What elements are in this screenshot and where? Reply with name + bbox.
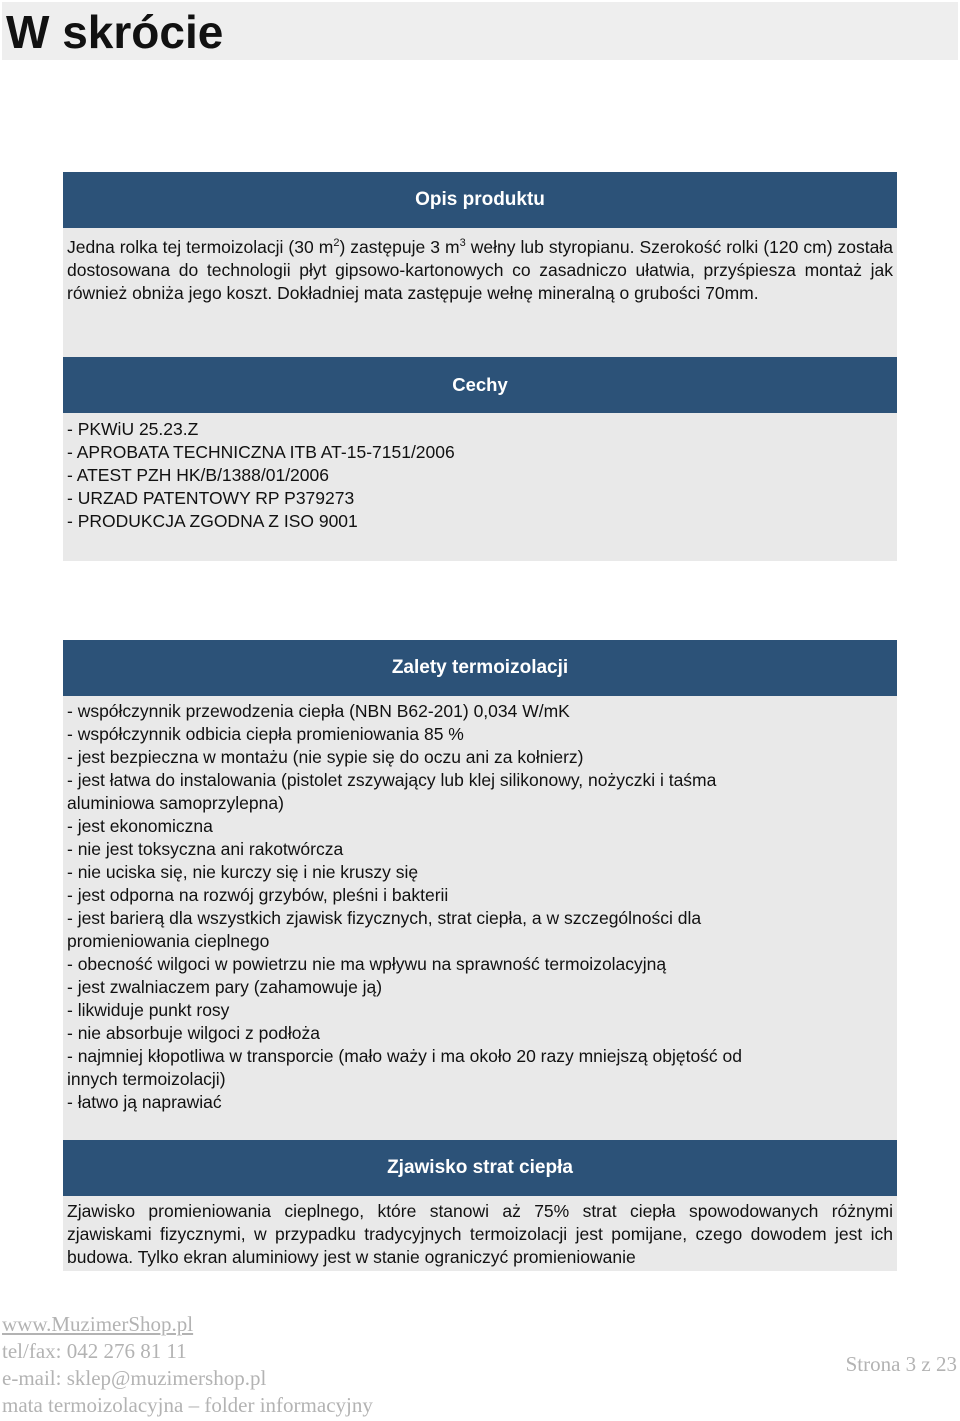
- zjawisko-text: Zjawisko promieniowania cieplnego, które stanowi aż 75% strat ciepła spowodowanych różnymi zjawiskami fizycznymi, w przypadku tradycyjnych termoizolacji jest pomijane, czego dowodem jest ich budowa. Tylko ekran aluminiowy jest w stanie ograniczyć promieniowanie: [67, 1201, 893, 1267]
- section-body-cechy: [63, 413, 897, 561]
- opis-text-1: Jedna rolka tej termoizolacji (30 m: [67, 237, 334, 257]
- footer: [2, 1311, 373, 1419]
- cechy-item: - PKWiU 25.23.Z: [67, 419, 199, 439]
- page-title: W skrócie: [6, 6, 224, 58]
- zalety-line: - nie uciska się, nie kurczy się i nie kruszy się: [67, 862, 419, 882]
- zalety-line: - obecność wilgoci w powietrzu nie ma wpływu na sprawność termoizolacyjną: [67, 954, 667, 974]
- zalety-line: - nie jest toksyczna ani rakotwórcza: [67, 839, 344, 859]
- section-cechy: [63, 357, 897, 561]
- zalety-line: - jest zwalniaczem pary (zahamowuje ją): [67, 977, 383, 997]
- zalety-line: - łatwo ją naprawiać: [67, 1092, 222, 1112]
- opis-text-2: ) zastępuje 3 m: [339, 237, 460, 257]
- zalety-line: - współczynnik odbicia ciepła promieniowania 85 %: [67, 724, 464, 744]
- zalety-line: - jest łatwa do instalowania (pistolet zszywający lub klej silikonowy, nożyczki i taśma: [67, 770, 717, 790]
- zalety-line: - jest ekonomiczna: [67, 816, 213, 836]
- zalety-line: - nie absorbuje wilgoci z podłoża: [67, 1023, 320, 1043]
- zalety-line: - jest bezpieczna w montażu (nie sypie się do oczu ani za kołnierz): [67, 747, 584, 767]
- section-header-cechy: Cechy: [63, 357, 897, 413]
- section-zalety: [63, 640, 897, 1140]
- cechy-item: - URZAD PATENTOWY RP P379273: [67, 488, 355, 508]
- page-number: Strona 3 z 23: [845, 1352, 957, 1376]
- zalety-line: - jest barierą dla wszystkich zjawisk fizycznych, strat ciepła, a w szczególności dla: [67, 908, 702, 928]
- zalety-line: - współczynnik przewodzenia ciepła (NBN B62-201) 0,034 W/mK: [67, 701, 570, 721]
- section-body-zjawisko: [63, 1196, 897, 1271]
- section-header-opis: Opis produktu: [63, 172, 897, 228]
- cechy-item: - ATEST PZH HK/B/1388/01/2006: [67, 465, 329, 485]
- zalety-line: innych termoizolacji): [67, 1069, 226, 1089]
- zalety-line: aluminiowa samoprzylepna): [67, 793, 284, 813]
- footer-doc-name: mata termoizolacyjna – folder informacyjny: [2, 1393, 373, 1417]
- zalety-line: - najmniej kłopotliwa w transporcie (mało waży i ma około 20 razy mniejszą objętość od: [67, 1046, 743, 1066]
- section-body-zalety: [63, 696, 897, 1140]
- section-header-zjawisko: Zjawisko strat ciepła: [63, 1140, 897, 1196]
- opis-text-3: wełny lub styropianu. Szerokość rolki (120 cm) została dostosowana do technologii płyt gipsowo-kartonowych co zasadniczo ułatwia, przyśpiesza montaż jak również obniża jego koszt. Dokładniej mata zastępuje wełnę mineralną o grubości 70mm.: [67, 237, 893, 303]
- zalety-line: - jest odporna na rozwój grzybów, pleśni i bakterii: [67, 885, 449, 905]
- cechy-item: - APROBATA TECHNICZNA ITB AT-15-7151/2006: [67, 442, 455, 462]
- zalety-line: promieniowania cieplnego: [67, 931, 270, 951]
- cechy-item: - PRODUKCJA ZGODNA Z ISO 9001: [67, 511, 358, 531]
- footer-email: e-mail: sklep@muzimershop.pl: [2, 1366, 267, 1390]
- zalety-line: - likwiduje punkt rosy: [67, 1000, 230, 1020]
- footer-phone: tel/fax: 042 276 81 11: [2, 1339, 187, 1363]
- footer-website[interactable]: www.MuzimerShop.pl: [2, 1312, 194, 1336]
- section-zjawisko: [63, 1140, 897, 1271]
- section-body-opis: [63, 228, 897, 357]
- title-bar: [2, 2, 958, 60]
- section-opis: [63, 172, 897, 357]
- opis-sup-1: 2: [333, 237, 340, 250]
- opis-sup-2: 3: [459, 237, 466, 250]
- section-header-zalety: Zalety termoizolacji: [63, 640, 897, 696]
